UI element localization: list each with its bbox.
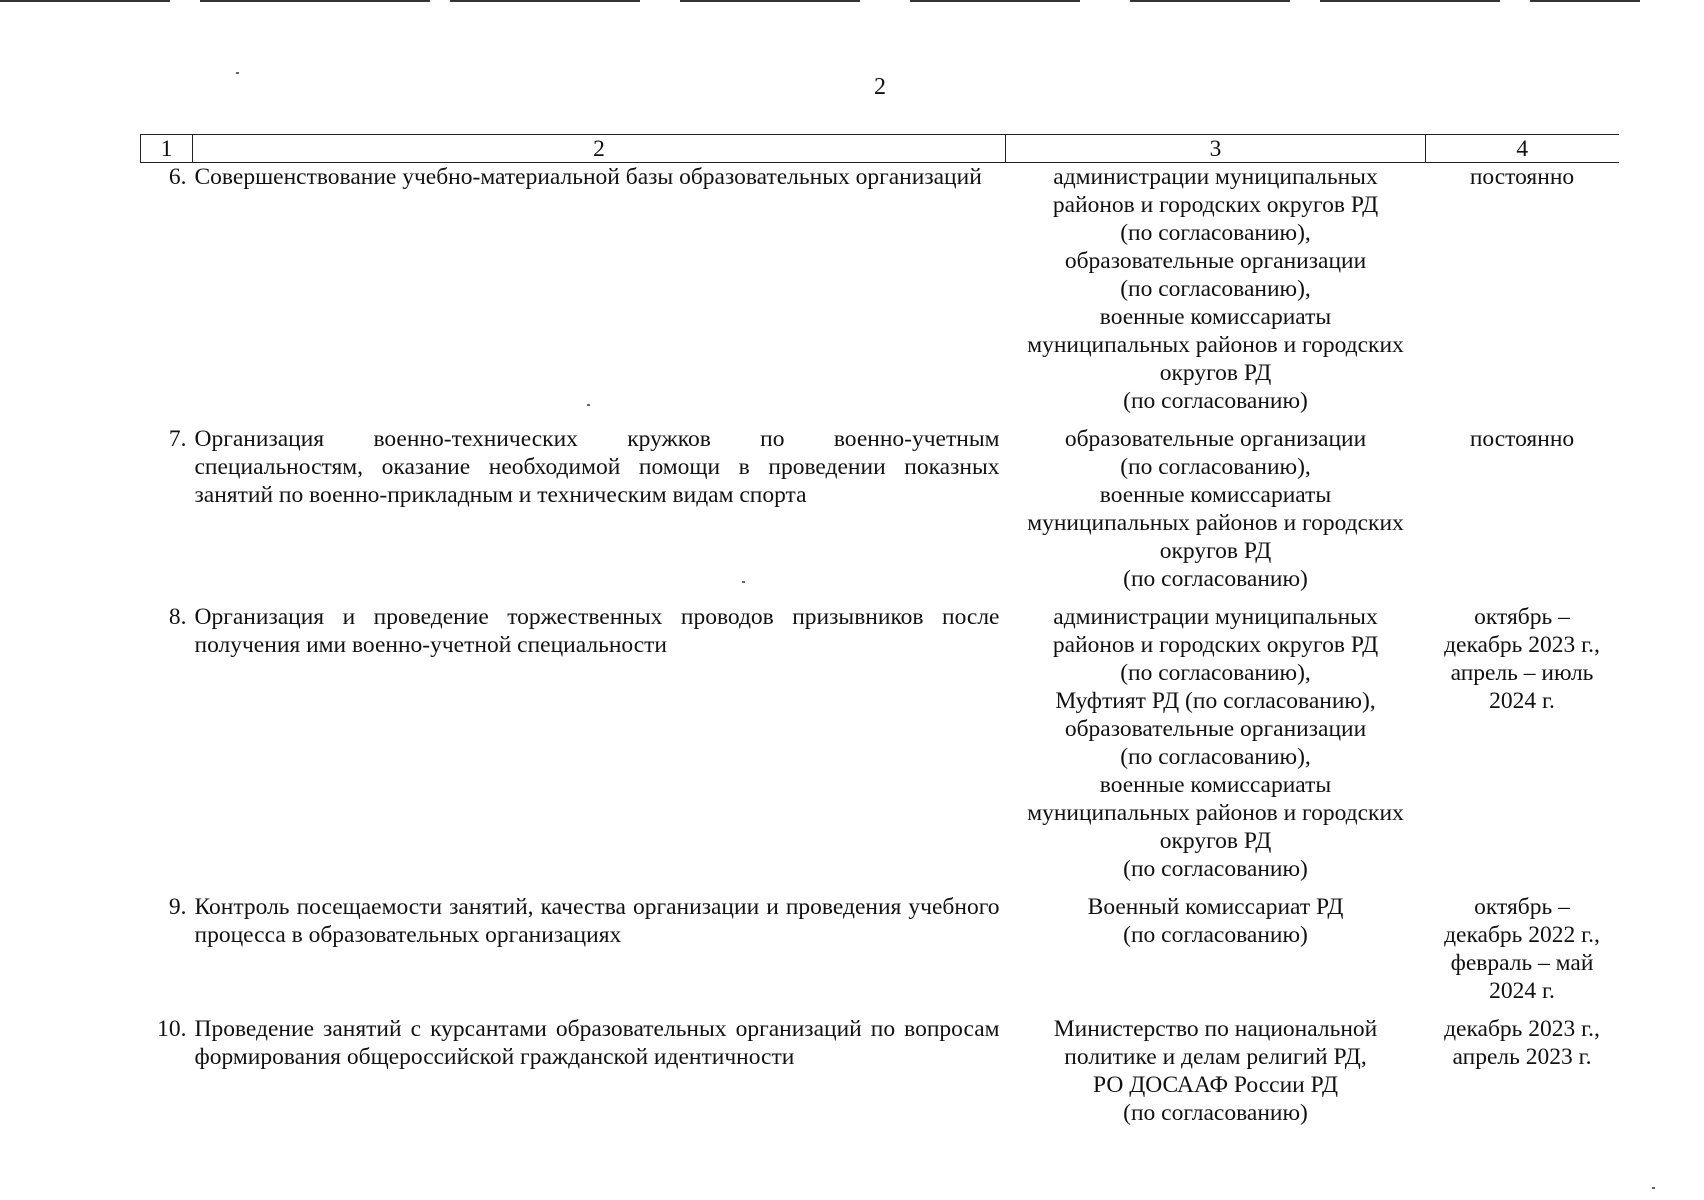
responsible-line: (по согласованию), bbox=[1120, 276, 1311, 302]
responsible-line: муниципальных районов и городских bbox=[1027, 800, 1404, 826]
responsible-line: (по согласованию) bbox=[1123, 922, 1308, 948]
responsible-line: округов РД bbox=[1159, 538, 1272, 564]
page-number: 2 bbox=[874, 74, 886, 100]
responsible-line: (по согласованию), bbox=[1120, 454, 1311, 480]
responsible-line: РО ДОСААФ России РД bbox=[1093, 1072, 1338, 1098]
task-text: Контроль посещаемости занятий, качества организации и проведения учебного процесса в образовательных организациях bbox=[194, 894, 1000, 948]
term-line: апрель 2023 г. bbox=[1452, 1044, 1592, 1070]
responsible-cell bbox=[1006, 425, 1426, 603]
responsible-line: образовательные организации bbox=[1064, 248, 1367, 274]
responsible-cell bbox=[1006, 603, 1426, 893]
responsible-line: муниципальных районов и городских bbox=[1027, 332, 1404, 358]
term-line: апрель – июль bbox=[1450, 660, 1594, 686]
scan-speck bbox=[236, 72, 239, 74]
responsible-line: Министерство по национальной bbox=[1053, 1016, 1378, 1042]
table-row bbox=[141, 425, 1619, 603]
term-cell bbox=[1426, 425, 1619, 603]
row-number: 6. bbox=[168, 164, 187, 190]
responsible-line: округов РД bbox=[1159, 360, 1272, 386]
responsible-line: политике и делам религий РД, bbox=[1064, 1044, 1367, 1070]
column-header-3: 3 bbox=[1006, 135, 1426, 163]
responsible-line: администрации муниципальных bbox=[1053, 604, 1378, 630]
responsible-line: (по согласованию) bbox=[1123, 856, 1308, 882]
responsible-cell bbox=[1006, 893, 1426, 1015]
row-number: 9. bbox=[168, 894, 187, 920]
scan-speck bbox=[587, 404, 590, 406]
responsible-line: (по согласованию), bbox=[1120, 220, 1311, 246]
term-line: декабрь 2023 г., bbox=[1444, 632, 1600, 658]
table-row bbox=[141, 1015, 1619, 1137]
term-line: февраль – май bbox=[1450, 950, 1594, 976]
table-row bbox=[141, 163, 1619, 426]
scan-edge-marks bbox=[0, 0, 1704, 6]
responsible-line: Военный комиссариат РД bbox=[1087, 894, 1344, 920]
term-line: октябрь – bbox=[1474, 604, 1570, 630]
responsible-line: образовательные организации bbox=[1064, 716, 1367, 742]
column-header-1: 1 bbox=[141, 135, 193, 163]
task-text: Проведение занятий с курсантами образовательных организаций по вопросам формирования общероссийской гражданской идентичности bbox=[194, 1016, 1000, 1070]
responsible-line: военные комиссариаты bbox=[1099, 304, 1332, 330]
responsible-line: Муфтият РД (по согласованию), bbox=[1055, 688, 1376, 714]
term-cell bbox=[1426, 163, 1619, 426]
term-line: 2024 г. bbox=[1489, 688, 1555, 714]
responsible-line: администрации муниципальных bbox=[1053, 164, 1378, 190]
responsible-line: (по согласованию) bbox=[1123, 1100, 1308, 1126]
term-line: 2024 г. bbox=[1489, 978, 1555, 1004]
task-text: Совершенствование учебно-материальной базы образовательных организаций bbox=[194, 164, 982, 190]
responsible-line: образовательные организации bbox=[1064, 426, 1367, 452]
responsible-cell bbox=[1006, 163, 1426, 426]
responsible-line: муниципальных районов и городских bbox=[1027, 510, 1404, 536]
row-number: 10. bbox=[157, 1016, 187, 1042]
term-line: постоянно bbox=[1469, 426, 1575, 452]
term-line: постоянно bbox=[1469, 164, 1575, 190]
responsible-line: районов и городских округов РД bbox=[1052, 192, 1379, 218]
responsible-line: (по согласованию) bbox=[1123, 566, 1308, 592]
table-row bbox=[141, 893, 1619, 1015]
table-row bbox=[141, 603, 1619, 893]
task-text: Организация и проведение торжественных проводов призывников после получения ими военно-учетной специальности bbox=[194, 604, 1000, 658]
term-line: октябрь – bbox=[1474, 894, 1570, 920]
term-cell bbox=[1426, 1015, 1619, 1137]
term-line: декабрь 2023 г., bbox=[1444, 1016, 1600, 1042]
scan-speck bbox=[1652, 1187, 1655, 1189]
term-cell bbox=[1426, 893, 1619, 1015]
responsible-line: военные комиссариаты bbox=[1099, 482, 1332, 508]
responsible-line: (по согласованию), bbox=[1120, 660, 1311, 686]
column-header-4: 4 bbox=[1426, 135, 1619, 163]
column-header-2: 2 bbox=[193, 135, 1006, 163]
table-body bbox=[141, 163, 1619, 1138]
header-row bbox=[141, 135, 1619, 163]
scan-speck bbox=[742, 581, 745, 583]
row-number: 7. bbox=[168, 426, 187, 452]
task-text: Организация военно-технических кружков по военно-учетным специальностям, оказание необходимой помощи в проведении показных занятий по военно-прикладным и техническим видам спорта bbox=[194, 426, 1000, 508]
responsible-line: (по согласованию) bbox=[1123, 388, 1308, 414]
plan-table bbox=[140, 134, 1619, 1137]
responsible-line: районов и городских округов РД bbox=[1052, 632, 1379, 658]
term-cell bbox=[1426, 603, 1619, 893]
responsible-line: (по согласованию), bbox=[1120, 744, 1311, 770]
term-line: декабрь 2022 г., bbox=[1444, 922, 1600, 948]
row-number: 8. bbox=[168, 604, 187, 630]
responsible-line: округов РД bbox=[1159, 828, 1272, 854]
responsible-line: военные комиссариаты bbox=[1099, 772, 1332, 798]
responsible-cell bbox=[1006, 1015, 1426, 1137]
